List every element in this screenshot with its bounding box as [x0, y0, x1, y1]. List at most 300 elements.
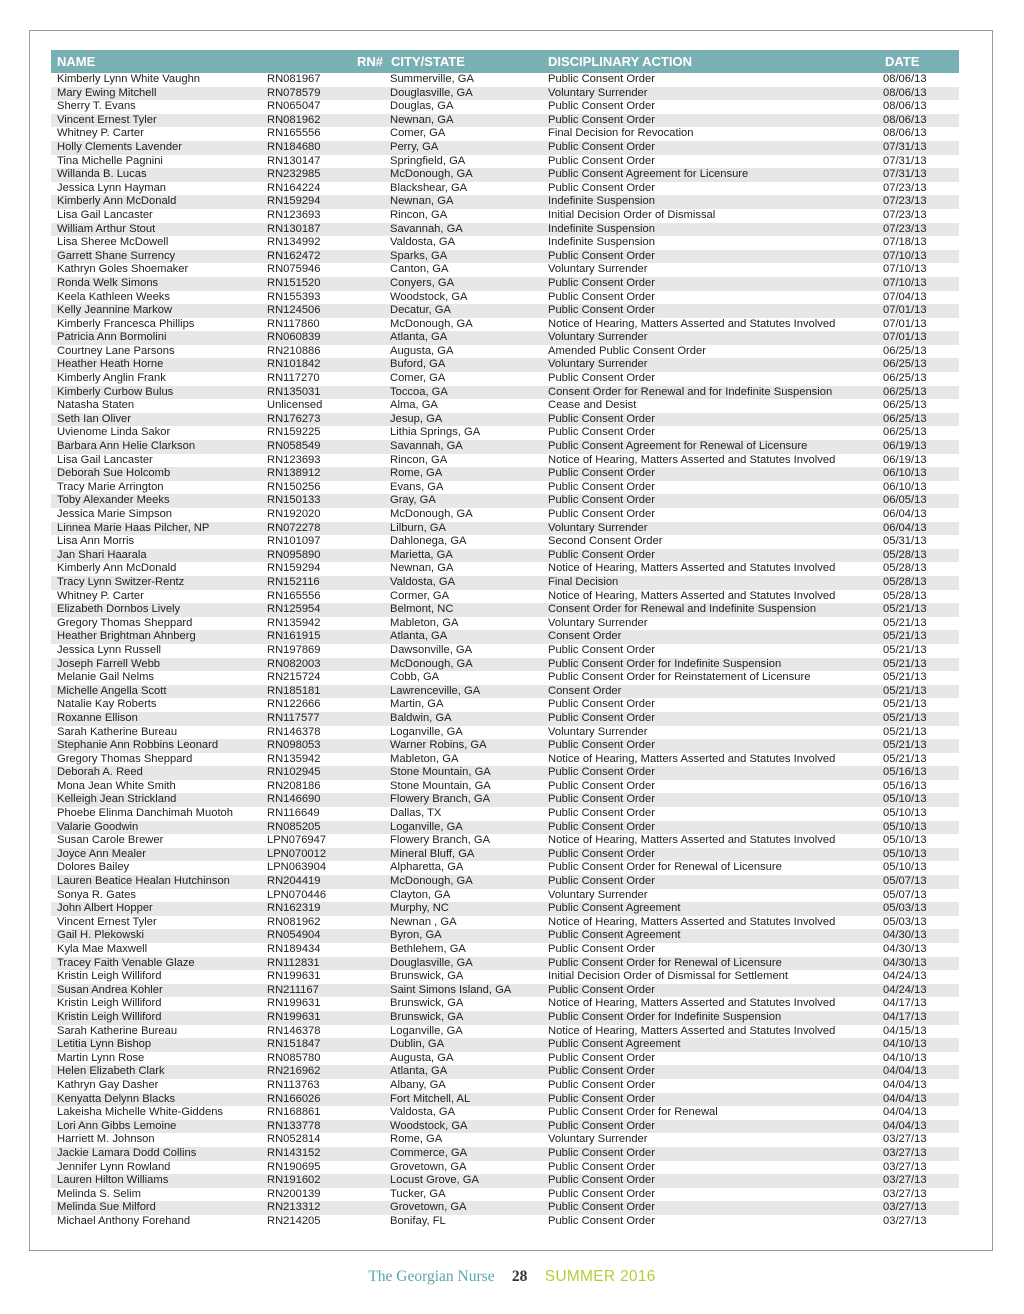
- cell-rn: RN168861: [267, 1106, 321, 1119]
- cell-date: 05/21/13: [883, 630, 927, 643]
- cell-name: Natalie Kay Roberts: [57, 698, 157, 711]
- publication-name: The Georgian Nurse: [368, 1268, 495, 1285]
- cell-name: Elizabeth Dornbos Lively: [57, 603, 181, 616]
- cell-action: Public Consent Order: [548, 1214, 655, 1227]
- cell-rn: RN164224: [267, 181, 321, 194]
- cell-date: 03/27/13: [883, 1214, 927, 1227]
- cell-rn: RN113763: [267, 1078, 320, 1091]
- cell-city-state: Canton, GA: [390, 263, 449, 276]
- header-disciplinary-action: DISCIPLINARY ACTION: [548, 54, 692, 69]
- cell-city-state: Rome, GA: [390, 467, 443, 480]
- cell-name: Tina Michelle Pagnini: [57, 154, 163, 167]
- cell-rn: RN159294: [267, 195, 321, 208]
- cell-date: 05/28/13: [883, 562, 927, 575]
- cell-rn: RN166026: [267, 1092, 321, 1105]
- cell-action: Public Consent Order: [548, 1201, 655, 1214]
- cell-date: 07/04/13: [883, 290, 927, 303]
- table-row: [51, 766, 959, 780]
- table-row: [51, 861, 959, 875]
- cell-city-state: Lawrenceville, GA: [390, 684, 481, 697]
- cell-date: 06/25/13: [883, 399, 927, 412]
- cell-name: Kimberly Ann McDonald: [57, 562, 177, 575]
- cell-name: Holly Clements Lavender: [57, 140, 182, 153]
- cell-date: 05/07/13: [883, 888, 927, 901]
- table-row: [51, 263, 959, 277]
- table-row: [51, 250, 959, 264]
- table-row: [51, 1011, 959, 1025]
- cell-city-state: Warner Robins, GA: [390, 739, 487, 752]
- cell-name: Tracey Faith Venable Glaze: [57, 956, 195, 969]
- cell-city-state: Valdosta, GA: [390, 1106, 456, 1119]
- table-row: [51, 603, 959, 617]
- cell-action: Public Consent Order: [548, 779, 655, 792]
- cell-city-state: Cormer, GA: [390, 589, 450, 602]
- cell-action: Public Consent Order for Renewal of Licensure: [548, 861, 782, 874]
- cell-city-state: Dublin, GA: [390, 1038, 445, 1051]
- cell-action: Public Consent Order: [548, 140, 655, 153]
- cell-action: Public Consent Order for Reinstatement of Licensure: [548, 671, 811, 684]
- cell-name: Susan Carole Brewer: [57, 834, 164, 847]
- cell-date: 04/04/13: [883, 1078, 927, 1091]
- cell-action: Notice of Hearing, Matters Asserted and Statutes Involved: [548, 317, 836, 330]
- cell-name: Gail H. Plekowski: [57, 929, 145, 942]
- table-row: [51, 304, 959, 318]
- cell-date: 08/06/13: [883, 113, 927, 126]
- table-row: [51, 127, 959, 141]
- cell-date: 04/30/13: [883, 956, 927, 969]
- cell-name: Toby Alexander Meeks: [57, 494, 170, 507]
- cell-action: Public Consent Agreement for Renewal of Licensure: [548, 440, 808, 453]
- cell-action: Notice of Hearing, Matters Asserted and Statutes Involved: [548, 752, 836, 765]
- table-row: [51, 182, 959, 196]
- cell-name: Stephanie Ann Robbins Leonard: [57, 739, 219, 752]
- cell-action: Public Consent Order: [548, 1051, 655, 1064]
- cell-action: Consent Order for Renewal and Indefinite Suspension: [548, 603, 817, 616]
- cell-date: 06/19/13: [883, 453, 927, 466]
- table-row: [51, 236, 959, 250]
- cell-action: Second Consent Order: [548, 535, 663, 548]
- cell-action: Voluntary Surrender: [548, 331, 648, 344]
- cell-action: Public Consent Order: [548, 1119, 655, 1132]
- cell-name: Kathryn Goles Shoemaker: [57, 263, 189, 276]
- table-row: [51, 739, 959, 753]
- cell-date: 07/18/13: [883, 236, 927, 249]
- cell-city-state: Loganville, GA: [390, 820, 463, 833]
- cell-rn: RN125954: [267, 603, 321, 616]
- cell-city-state: Rincon, GA: [390, 208, 448, 221]
- cell-rn: RN146690: [267, 793, 321, 806]
- cell-rn: RN200139: [267, 1187, 321, 1200]
- cell-city-state: Stone Mountain, GA: [390, 779, 491, 792]
- table-row: [51, 114, 959, 128]
- cell-action: Public Consent Order: [548, 1174, 655, 1187]
- cell-date: 05/21/13: [883, 752, 927, 765]
- cell-name: Gregory Thomas Sheppard: [57, 752, 193, 765]
- cell-name: Heather Brightman Ahnberg: [57, 630, 196, 643]
- cell-date: 07/01/13: [883, 331, 927, 344]
- cell-name: Kelleigh Jean Strickland: [57, 793, 177, 806]
- cell-rn: LPN076947: [267, 834, 327, 847]
- cell-rn: RN134992: [267, 236, 321, 249]
- cell-city-state: Newnan, GA: [390, 195, 454, 208]
- cell-name: Kimberly Lynn White Vaughn: [57, 73, 201, 85]
- cell-rn: RN150133: [267, 494, 321, 507]
- table-header: [51, 50, 959, 73]
- cell-date: 05/28/13: [883, 589, 927, 602]
- cell-date: 05/10/13: [883, 793, 927, 806]
- cell-city-state: Lithia Springs, GA: [390, 426, 481, 439]
- cell-name: Michael Anthony Forehand: [57, 1214, 191, 1227]
- cell-name: Kyla Mae Maxwell: [57, 943, 148, 955]
- header-city-state: CITY/STATE: [391, 54, 465, 69]
- table-row: [51, 426, 959, 440]
- cell-city-state: Flowery Branch, GA: [390, 834, 491, 847]
- cell-date: 08/06/13: [883, 100, 927, 113]
- cell-name: Uvienome Linda Sakor: [57, 426, 171, 439]
- cell-date: 06/25/13: [883, 358, 927, 371]
- cell-name: Tracy Lynn Switzer-Rentz: [57, 575, 185, 588]
- cell-city-state: Gray, GA: [390, 494, 436, 507]
- table-row: [51, 100, 959, 114]
- table-row: [51, 970, 959, 984]
- cell-action: Voluntary Surrender: [548, 888, 648, 901]
- cell-date: 04/04/13: [883, 1092, 927, 1105]
- cell-rn: RN192020: [267, 508, 321, 520]
- cell-city-state: Locust Grove, GA: [390, 1174, 479, 1187]
- cell-city-state: Brunswick, GA: [390, 997, 464, 1010]
- table-row: [51, 807, 959, 821]
- cell-rn: RN138912: [267, 467, 321, 480]
- cell-name: Natasha Staten: [57, 399, 135, 412]
- cell-rn: RN216962: [267, 1065, 321, 1078]
- cell-name: Kimberly Ann McDonald: [57, 195, 177, 208]
- cell-name: Lisa Gail Lancaster: [57, 208, 153, 221]
- table-row: [51, 929, 959, 943]
- table-row: [51, 399, 959, 413]
- cell-name: Harriett M. Johnson: [57, 1133, 155, 1146]
- cell-date: 06/19/13: [883, 440, 927, 453]
- table-row: [51, 155, 959, 169]
- cell-name: Letitia Lynn Bishop: [57, 1038, 152, 1051]
- cell-date: 08/06/13: [883, 127, 927, 140]
- cell-rn: RN150256: [267, 480, 321, 493]
- cell-date: 06/10/13: [883, 480, 927, 493]
- cell-action: Public Consent Order: [548, 1092, 655, 1105]
- cell-action: Notice of Hearing, Matters Asserted and Statutes Involved: [548, 589, 836, 602]
- cell-name: Kristin Leigh Williford: [57, 997, 162, 1010]
- cell-date: 04/04/13: [883, 1106, 927, 1119]
- cell-action: Notice of Hearing, Matters Asserted and Statutes Involved: [548, 834, 836, 847]
- cell-action: Consent Order for Renewal and for Indefinite Suspension: [548, 385, 833, 398]
- cell-rn: RN184680: [267, 140, 321, 153]
- cell-rn: RN081967: [267, 73, 321, 85]
- cell-date: 05/10/13: [883, 834, 927, 847]
- table-row: [51, 698, 959, 712]
- header-date: DATE: [885, 54, 920, 69]
- cell-date: 06/05/13: [883, 494, 927, 507]
- cell-date: 04/04/13: [883, 1119, 927, 1132]
- cell-action: Voluntary Surrender: [548, 521, 648, 534]
- cell-name: Ronda Welk Simons: [57, 276, 159, 289]
- cell-rn: RN117577: [267, 711, 320, 724]
- cell-date: 07/23/13: [883, 195, 927, 208]
- cell-action: Public Consent Order: [548, 983, 655, 996]
- table-row: [51, 780, 959, 794]
- disciplinary-actions-table: [51, 50, 959, 1228]
- cell-city-state: Alma, GA: [390, 399, 438, 412]
- cell-city-state: Douglas, GA: [390, 100, 454, 113]
- cell-rn: RN199631: [267, 970, 321, 983]
- cell-name: Lauren Beatice Healan Hutchinson: [57, 875, 230, 888]
- table-row: [51, 440, 959, 454]
- cell-date: 05/21/13: [883, 711, 927, 724]
- cell-name: Lauren Hilton Williams: [57, 1174, 169, 1187]
- cell-city-state: Clayton, GA: [390, 888, 451, 901]
- cell-action: Public Consent Order: [548, 793, 655, 806]
- cell-rn: RN130187: [267, 222, 321, 235]
- cell-date: 05/21/13: [883, 657, 927, 670]
- cell-date: 05/21/13: [883, 698, 927, 711]
- table-row: [51, 291, 959, 305]
- cell-name: Kimberly Anglin Frank: [57, 372, 166, 385]
- cell-rn: RN098053: [267, 739, 321, 752]
- cell-name: Lori Ann Gibbs Lemoine: [57, 1119, 177, 1132]
- cell-date: 03/27/13: [883, 1201, 927, 1214]
- table-row: [51, 753, 959, 767]
- table-row: [51, 590, 959, 604]
- table-row: [51, 223, 959, 237]
- table-row: [51, 494, 959, 508]
- cell-city-state: Savannah, GA: [390, 222, 463, 235]
- cell-city-state: McDonough, GA: [390, 657, 473, 670]
- cell-city-state: Loganville, GA: [390, 1024, 463, 1037]
- cell-city-state: Newnan, GA: [390, 562, 454, 575]
- table-row: [51, 875, 959, 889]
- cell-action: Public Consent Order: [548, 698, 655, 711]
- cell-action: Public Consent Order: [548, 249, 655, 262]
- table-row: [51, 318, 959, 332]
- cell-city-state: Newnan, GA: [390, 113, 454, 126]
- cell-date: 06/10/13: [883, 467, 927, 480]
- issue-label: SUMMER 2016: [544, 1268, 656, 1285]
- cell-date: 05/31/13: [883, 535, 927, 548]
- cell-city-state: Decatur, GA: [390, 304, 451, 317]
- cell-name: Jan Shari Haarala: [57, 548, 147, 561]
- table-row: [51, 793, 959, 807]
- cell-action: Initial Decision Order of Dismissal for Settlement: [548, 970, 788, 983]
- cell-rn: RN215724: [267, 671, 321, 684]
- cell-date: 06/04/13: [883, 508, 927, 520]
- cell-action: Public Consent Order for Renewal: [548, 1106, 718, 1119]
- cell-date: 04/17/13: [883, 997, 927, 1010]
- cell-city-state: Savannah, GA: [390, 440, 463, 453]
- cell-name: Deborah Sue Holcomb: [57, 467, 171, 480]
- cell-rn: RN116649: [267, 807, 320, 820]
- cell-date: 05/21/13: [883, 739, 927, 752]
- cell-rn: LPN063904: [267, 861, 327, 874]
- cell-rn: RN146378: [267, 1024, 321, 1037]
- cell-name: Melanie Gail Nelms: [57, 671, 154, 684]
- cell-city-state: McDonough, GA: [390, 168, 473, 181]
- table-row: [51, 671, 959, 685]
- cell-name: Linnea Marie Haas Pilcher, NP: [57, 521, 210, 534]
- cell-name: Michelle Angella Scott: [57, 684, 167, 697]
- cell-rn: RN159225: [267, 426, 321, 439]
- cell-name: Sherry T. Evans: [57, 100, 136, 113]
- cell-action: Public Consent Order: [548, 113, 655, 126]
- table-row: [51, 997, 959, 1011]
- cell-city-state: Jesup, GA: [390, 412, 443, 425]
- cell-date: 07/31/13: [883, 154, 927, 167]
- cell-city-state: Rome, GA: [390, 1133, 443, 1146]
- cell-name: Kenyatta Delynn Blacks: [57, 1092, 176, 1105]
- table-row: [51, 549, 959, 563]
- table-row: [51, 1038, 959, 1052]
- table-row: [51, 1120, 959, 1134]
- cell-rn: RN052814: [267, 1133, 321, 1146]
- table-row: [51, 1133, 959, 1147]
- cell-name: Lisa Ann Morris: [57, 535, 135, 548]
- cell-name: Phoebe Elinma Danchimah Muotoh: [57, 807, 233, 820]
- table-row: [51, 1188, 959, 1202]
- cell-date: 05/21/13: [883, 725, 927, 738]
- cell-date: 04/17/13: [883, 1010, 927, 1023]
- cell-rn: RN058549: [267, 440, 321, 453]
- table-row: [51, 916, 959, 930]
- cell-date: 06/25/13: [883, 412, 927, 425]
- cell-rn: RN189434: [267, 943, 321, 955]
- cell-rn: RN151520: [267, 276, 321, 289]
- cell-rn: RN146378: [267, 725, 321, 738]
- cell-city-state: Brunswick, GA: [390, 970, 464, 983]
- cell-action: Indefinite Suspension: [548, 195, 655, 208]
- cell-city-state: Commerce, GA: [390, 1146, 468, 1159]
- cell-rn: RN054904: [267, 929, 321, 942]
- cell-action: Cease and Desist: [548, 399, 637, 412]
- cell-rn: RN199631: [267, 997, 321, 1010]
- cell-date: 05/21/13: [883, 684, 927, 697]
- cell-rn: RN122666: [267, 698, 321, 711]
- cell-rn: RN123693: [267, 453, 321, 466]
- cell-name: William Arthur Stout: [57, 222, 156, 235]
- cell-rn: RN190695: [267, 1160, 321, 1173]
- cell-action: Public Consent Order: [548, 875, 655, 888]
- cell-date: 08/06/13: [883, 86, 927, 99]
- cell-name: Melinda S. Selim: [57, 1187, 141, 1200]
- cell-date: 03/27/13: [883, 1160, 927, 1173]
- table-row: [51, 726, 959, 740]
- cell-action: Indefinite Suspension: [548, 222, 655, 235]
- cell-name: Patricia Ann Bormolini: [57, 331, 167, 344]
- cell-city-state: Belmont, NC: [390, 603, 454, 616]
- cell-date: 04/10/13: [883, 1051, 927, 1064]
- cell-rn: RN117270: [267, 372, 320, 385]
- cell-rn: RN135942: [267, 752, 321, 765]
- cell-rn: RN135031: [267, 385, 321, 398]
- cell-name: Barbara Ann Helie Clarkson: [57, 440, 196, 453]
- cell-date: 07/23/13: [883, 181, 927, 194]
- cell-rn: RN199631: [267, 1010, 321, 1023]
- cell-city-state: Woodstock, GA: [390, 1119, 468, 1132]
- cell-rn: RN101097: [267, 535, 321, 548]
- cell-city-state: Atlanta, GA: [390, 331, 448, 344]
- cell-action: Public Consent Order: [548, 480, 655, 493]
- cell-date: 06/04/13: [883, 521, 927, 534]
- cell-name: Vincent Ernest Tyler: [57, 915, 157, 928]
- cell-city-state: Augusta, GA: [390, 344, 454, 357]
- cell-action: Public Consent Order: [548, 100, 655, 113]
- cell-name: Dolores Bailey: [57, 861, 130, 874]
- table-row: [51, 617, 959, 631]
- table-row: [51, 1025, 959, 1039]
- table-row: [51, 331, 959, 345]
- cell-action: Public Consent Order: [548, 426, 655, 439]
- cell-action: Consent Order: [548, 630, 622, 643]
- table-row: [51, 195, 959, 209]
- cell-rn: RN162319: [267, 902, 321, 915]
- cell-action: Notice of Hearing, Matters Asserted and Statutes Involved: [548, 1024, 836, 1037]
- cell-date: 05/10/13: [883, 861, 927, 874]
- table-row: [51, 481, 959, 495]
- cell-rn: RN101842: [267, 358, 321, 371]
- cell-action: Notice of Hearing, Matters Asserted and Statutes Involved: [548, 997, 836, 1010]
- cell-date: 05/03/13: [883, 915, 927, 928]
- cell-name: Sonya R. Gates: [57, 888, 136, 901]
- cell-date: 05/21/13: [883, 616, 927, 629]
- cell-date: 07/31/13: [883, 140, 927, 153]
- cell-action: Public Consent Order: [548, 73, 655, 85]
- cell-rn: RN112831: [267, 956, 320, 969]
- cell-rn: RN085205: [267, 820, 321, 833]
- cell-name: Willanda B. Lucas: [57, 168, 147, 181]
- cell-name: Susan Andrea Kohler: [57, 983, 163, 996]
- table-row: [51, 386, 959, 400]
- cell-name: Gregory Thomas Sheppard: [57, 616, 193, 629]
- cell-date: 05/10/13: [883, 847, 927, 860]
- cell-rn: RN232985: [267, 168, 321, 181]
- table-body: [51, 73, 959, 1228]
- cell-action: Public Consent Order: [548, 494, 655, 507]
- cell-name: Lakeisha Michelle White-Giddens: [57, 1106, 224, 1119]
- cell-rn: RN204419: [267, 875, 321, 888]
- table-row: [51, 1147, 959, 1161]
- cell-action: Public Consent Order: [548, 508, 655, 520]
- table-row: [51, 821, 959, 835]
- table-row: [51, 1093, 959, 1107]
- cell-rn: RN185181: [267, 684, 321, 697]
- cell-action: Public Consent Order: [548, 181, 655, 194]
- cell-action: Public Consent Order: [548, 372, 655, 385]
- table-row: [51, 1079, 959, 1093]
- cell-action: Indefinite Suspension: [548, 236, 655, 249]
- cell-name: Roxanne Ellison: [57, 711, 138, 724]
- cell-name: Jessica Lynn Hayman: [57, 181, 167, 194]
- cell-city-state: Newnan , GA: [390, 915, 457, 928]
- cell-date: 07/01/13: [883, 304, 927, 317]
- table-row: [51, 345, 959, 359]
- cell-rn: RN123693: [267, 208, 321, 221]
- cell-name: Sarah Katherine Bureau: [57, 725, 178, 738]
- cell-rn: RN143152: [267, 1146, 321, 1159]
- cell-city-state: Evans, GA: [390, 480, 444, 493]
- cell-action: Public Consent Agreement for Licensure: [548, 168, 749, 181]
- cell-city-state: Conyers, GA: [390, 276, 455, 289]
- cell-city-state: Stone Mountain, GA: [390, 766, 491, 779]
- cell-city-state: Marietta, GA: [390, 548, 453, 561]
- cell-name: Sarah Katherine Bureau: [57, 1024, 178, 1037]
- cell-action: Public Consent Order: [548, 412, 655, 425]
- cell-city-state: Grovetown, GA: [390, 1160, 467, 1173]
